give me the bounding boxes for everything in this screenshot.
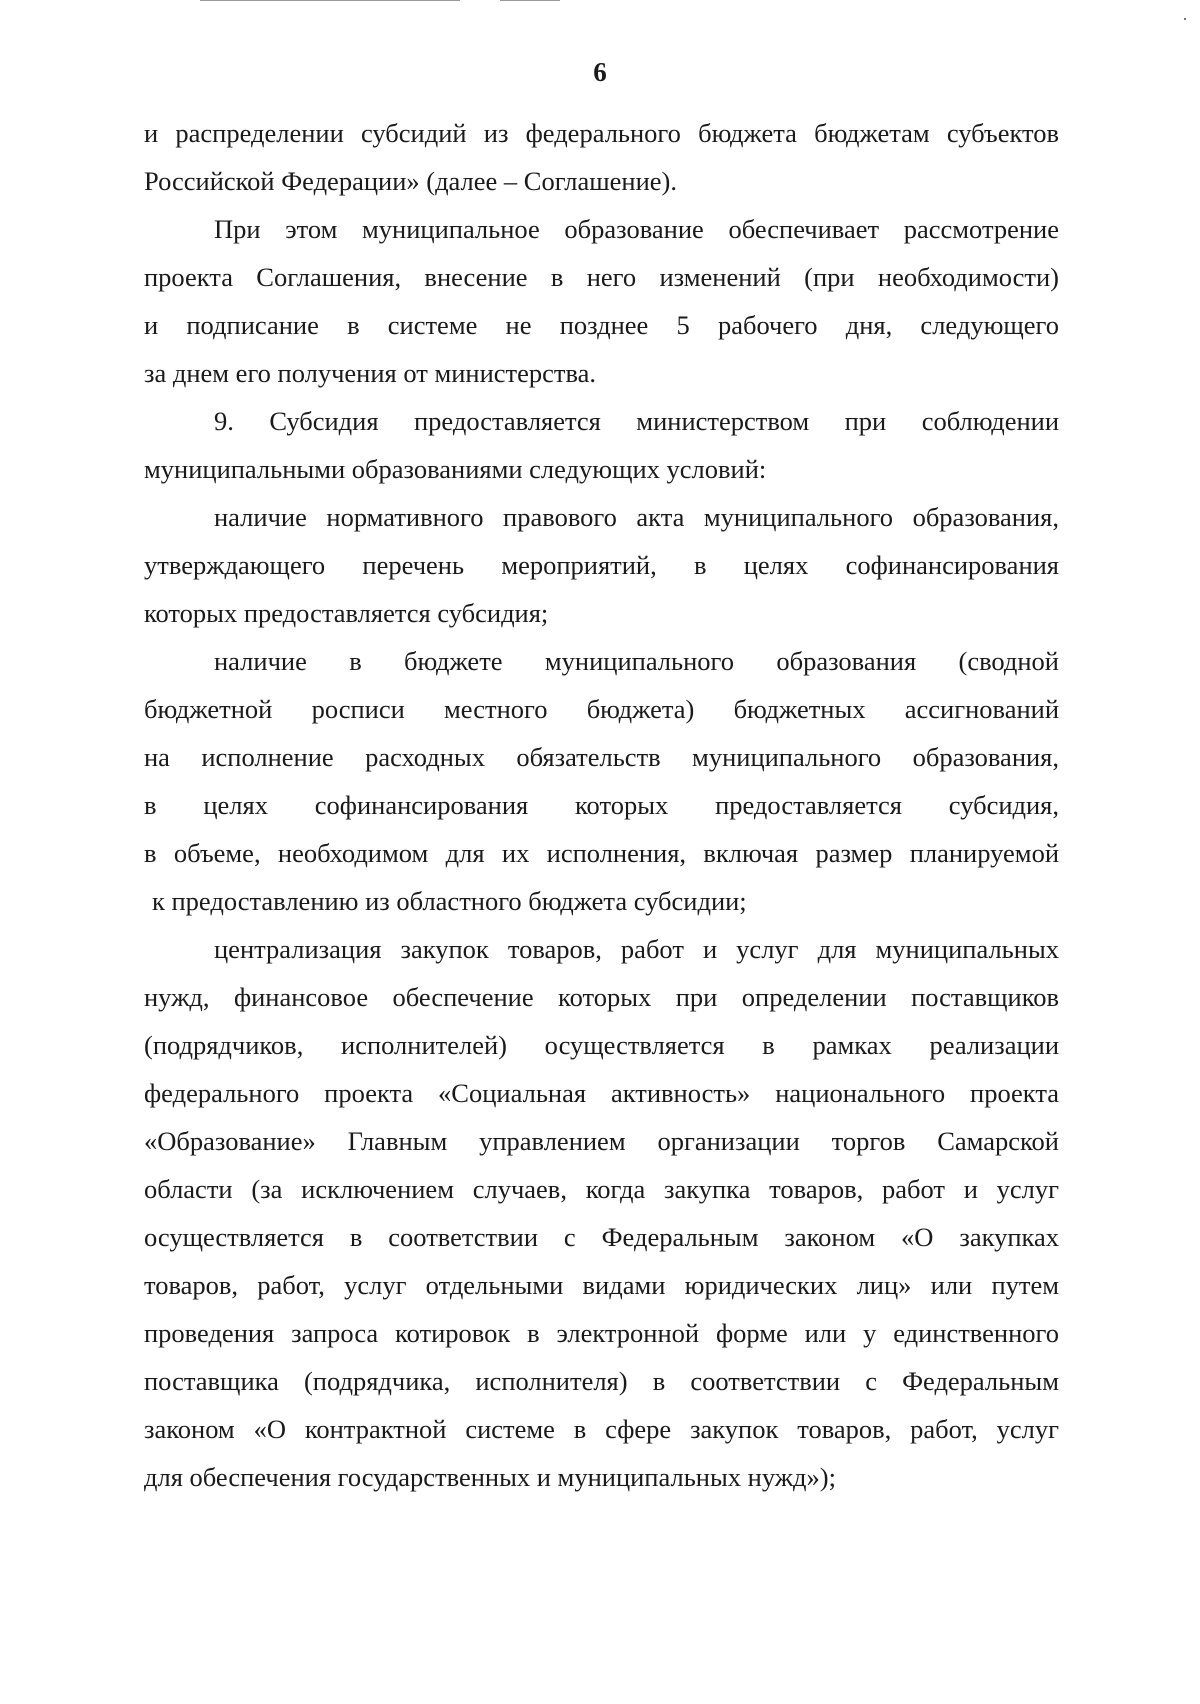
document-body <box>144 109 1059 1501</box>
text-line: осуществляется в соответствии с Федеральным законом «О закупках <box>144 1222 1059 1252</box>
paragraph <box>144 493 1059 637</box>
page-number: 6 <box>593 57 607 87</box>
text-line: утверждающего перечень мероприятий, в целях софинансирования <box>144 550 1059 580</box>
text-line: законом «О контрактной системе в сфере закупок товаров, работ, услуг <box>144 1414 1059 1444</box>
text-line: нужд, финансовое обеспечение которых при определении поставщиков <box>144 982 1059 1012</box>
text-line: и распределении субсидий из федерального бюджета бюджетам субъектов <box>144 118 1059 148</box>
text-line: муниципальными образованиями следующих условий: <box>144 454 767 484</box>
text-line: (подрядчиков, исполнителей) осуществляется в рамках реализации <box>144 1030 1059 1060</box>
text-line: к предоставлению из областного бюджета субсидии; <box>152 886 747 916</box>
text-line: 9. Субсидия предоставляется министерством при соблюдении <box>214 406 1059 436</box>
text-line: на исполнение расходных обязательств муниципального образования, <box>144 742 1059 772</box>
text-line: Российской Федерации» (далее – Соглашение). <box>144 166 677 196</box>
text-line: и подписание в системе не позднее 5 рабочего дня, следующего <box>144 310 1059 340</box>
scan-edge-line <box>500 0 560 1</box>
text-line: для обеспечения государственных и муниципальных нужд»); <box>144 1462 836 1492</box>
scan-speck <box>1184 18 1186 20</box>
text-line: федерального проекта «Социальная активность» национального проекта <box>144 1078 1059 1108</box>
text-line: наличие нормативного правового акта муниципального образования, <box>214 502 1059 532</box>
text-line: области (за исключением случаев, когда закупка товаров, работ и услуг <box>144 1174 1059 1204</box>
text-line: которых предоставляется субсидия; <box>144 598 549 628</box>
text-line: «Образование» Главным управлением организации торгов Самарской <box>144 1126 1059 1156</box>
text-line: проекта Соглашения, внесение в него изменений (при необходимости) <box>144 262 1059 292</box>
paragraph <box>144 109 1059 205</box>
text-line: в целях софинансирования которых предоставляется субсидия, <box>144 790 1059 820</box>
paragraph <box>144 637 1059 925</box>
text-line: за днем его получения от министерства. <box>144 358 597 388</box>
text-line: в объеме, необходимом для их исполнения, включая размер планируемой <box>144 838 1059 868</box>
paragraph <box>144 925 1059 1501</box>
paragraph <box>144 205 1059 397</box>
text-line: При этом муниципальное образование обеспечивает рассмотрение <box>214 214 1059 244</box>
text-line: товаров, работ, услуг отдельными видами юридических лиц» или путем <box>144 1270 1059 1300</box>
text-line: бюджетной росписи местного бюджета) бюджетных ассигнований <box>144 694 1059 724</box>
text-line: поставщика (подрядчика, исполнителя) в соответствии с Федеральным <box>144 1366 1059 1396</box>
text-line: проведения запроса котировок в электронной форме или у единственного <box>144 1318 1059 1348</box>
text-line: централизация закупок товаров, работ и услуг для муниципальных <box>214 934 1059 964</box>
scan-edge-line <box>200 0 460 1</box>
text-line: наличие в бюджете муниципального образования (сводной <box>214 646 1059 676</box>
paragraph <box>144 397 1059 493</box>
